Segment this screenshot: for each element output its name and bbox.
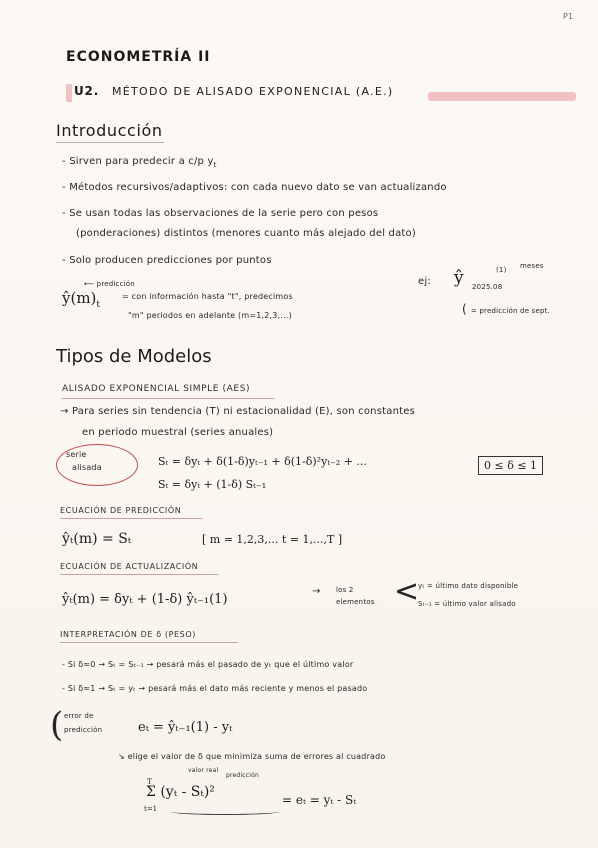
sum-expr: Σ (yₜ - Sₜ)²: [146, 784, 215, 800]
less-than-brace-icon: <: [394, 574, 420, 609]
error-label-1: error de: [64, 712, 94, 720]
bullet-dash: -: [62, 182, 70, 193]
underbrace-icon: [170, 808, 280, 815]
page-title: ECONOMETRÍA II: [66, 49, 211, 65]
interp-line-2: - Si δ≈1 → Sₜ = yₜ → pesará más el dato más reciente y menos el pasado: [62, 684, 368, 693]
bullet-dash: -: [62, 208, 70, 219]
aes-line-2: en periodo muestral (series anuales): [82, 427, 274, 438]
formula-2: Sₜ = δyₜ + (1-δ) Sₜ₋₁: [158, 478, 267, 491]
intro-bullet-4: - Solo producen predicciones por puntos: [62, 255, 272, 266]
interp-line-1: - Si δ≈0 → Sₜ = Sₜ₋₁ → pesará más el pasado de yₜ que el último valor: [62, 660, 354, 669]
bullet-dash: -: [62, 684, 68, 693]
interp-heading: INTERPRETACIÓN DE δ (PESO): [60, 630, 196, 639]
arrow-right-icon: →: [60, 406, 72, 417]
circled-label-1: serie: [66, 450, 87, 459]
notation-desc-1: = con información hasta "t", predecimos: [122, 292, 293, 301]
example-desc: ( = predicción de sept.: [462, 302, 550, 316]
curve-arrow-icon: ↘: [118, 752, 128, 761]
prediccion-label-2: predicción: [226, 772, 260, 779]
update-eq: ŷₜ(m) = δyₜ + (1-δ) ŷₜ₋₁(1): [62, 592, 228, 607]
page-number: P1: [563, 12, 574, 21]
example-mes: meses: [520, 262, 544, 270]
update-underline: [60, 574, 218, 575]
error-eq-2: = eₜ = yₜ - Sₜ: [282, 793, 357, 807]
pred-eq-underline: [60, 518, 202, 519]
delta-range-box: 0 ≤ δ ≤ 1: [478, 456, 543, 475]
intro-bullet-3: - Se usan todas las observaciones de la serie pero con pesos: [62, 208, 379, 219]
intro-underline: [56, 142, 164, 143]
sum-top: T: [147, 778, 152, 786]
open-paren: (: [462, 302, 471, 316]
t-subscript: t: [213, 161, 217, 169]
arrow-label-2: elementos: [336, 598, 375, 606]
unit-title: MÉTODO DE ALISADO EXPONENCIAL (A.E.): [112, 85, 394, 98]
valor-real-label: valor real: [188, 767, 219, 774]
arrow-label-1: los 2: [336, 586, 354, 594]
pred-eq-heading: ECUACIÓN DE PREDICCIÓN: [60, 506, 182, 515]
formula-1: Sₜ = δyₜ + δ(1-δ)yₜ₋₁ + δ(1-δ)²yₜ₋₂ + ...: [158, 455, 367, 468]
error-label-2: predicción: [64, 726, 103, 734]
intro-heading: Introducción: [56, 121, 163, 140]
pred-eq-range: [ m = 1,2,3,... t = 1,...,T ]: [202, 533, 343, 546]
aes-heading: ALISADO EXPONENCIAL SIMPLE (AES): [62, 384, 251, 394]
arrow-right-icon: →: [312, 586, 321, 597]
interp-underline: [60, 642, 238, 643]
brace-line-1: yₜ = último dato disponible: [418, 582, 519, 590]
choose-line: ↘ elige el valor de δ que minimiza suma de errores al cuadrado: [118, 752, 386, 761]
aes-underline: [62, 398, 274, 399]
update-heading: ECUACIÓN DE ACTUALIZACIÓN: [60, 562, 199, 571]
example-sub: 2025.08: [472, 283, 503, 291]
brace-line-2: Sₜ₋₁ = último valor alisado: [418, 600, 516, 608]
pink-highlight: [428, 92, 576, 101]
bullet-dash: -: [62, 255, 70, 266]
models-heading: Tipos de Modelos: [56, 346, 212, 367]
unit-marker: [66, 84, 72, 102]
example-label: ej:: [418, 276, 431, 287]
circled-label-2: alisada: [72, 463, 102, 472]
intro-bullet-1: - Sirven para predecir a c/p $y_t$: [62, 156, 217, 169]
bullet-dash: -: [62, 156, 70, 167]
bullet-dash: -: [62, 660, 68, 669]
example-sup: (1): [496, 266, 507, 274]
intro-bullet-2: - Métodos recursivos/adaptivos: con cada nuevo dato se van actualizando: [62, 182, 447, 193]
aes-line-1: → Para series sin tendencia (T) ni estacionalidad (E), son constantes: [60, 406, 415, 417]
intro-bullet-3-cont: (ponderaciones) distintos (menores cuanto más alejado del dato): [76, 228, 416, 239]
arrow-icon: ⟵: [84, 280, 97, 288]
open-bracket-icon: (: [50, 705, 64, 745]
error-eq: eₜ = ŷₜ₋₁(1) - yₜ: [138, 720, 233, 735]
unit-label: U2.: [74, 84, 100, 98]
sum-bottom: t=1: [144, 805, 158, 813]
prediction-label: ⟵ predicción: [84, 280, 135, 288]
pred-eq: ŷₜ(m) = Sₜ: [62, 531, 132, 547]
notation-symbol: $ŷ(m)_t$: [62, 289, 101, 310]
example-expr: ŷ: [454, 268, 464, 288]
notation-desc-2: "m" periodos en adelante (m=1,2,3,...): [128, 311, 292, 320]
